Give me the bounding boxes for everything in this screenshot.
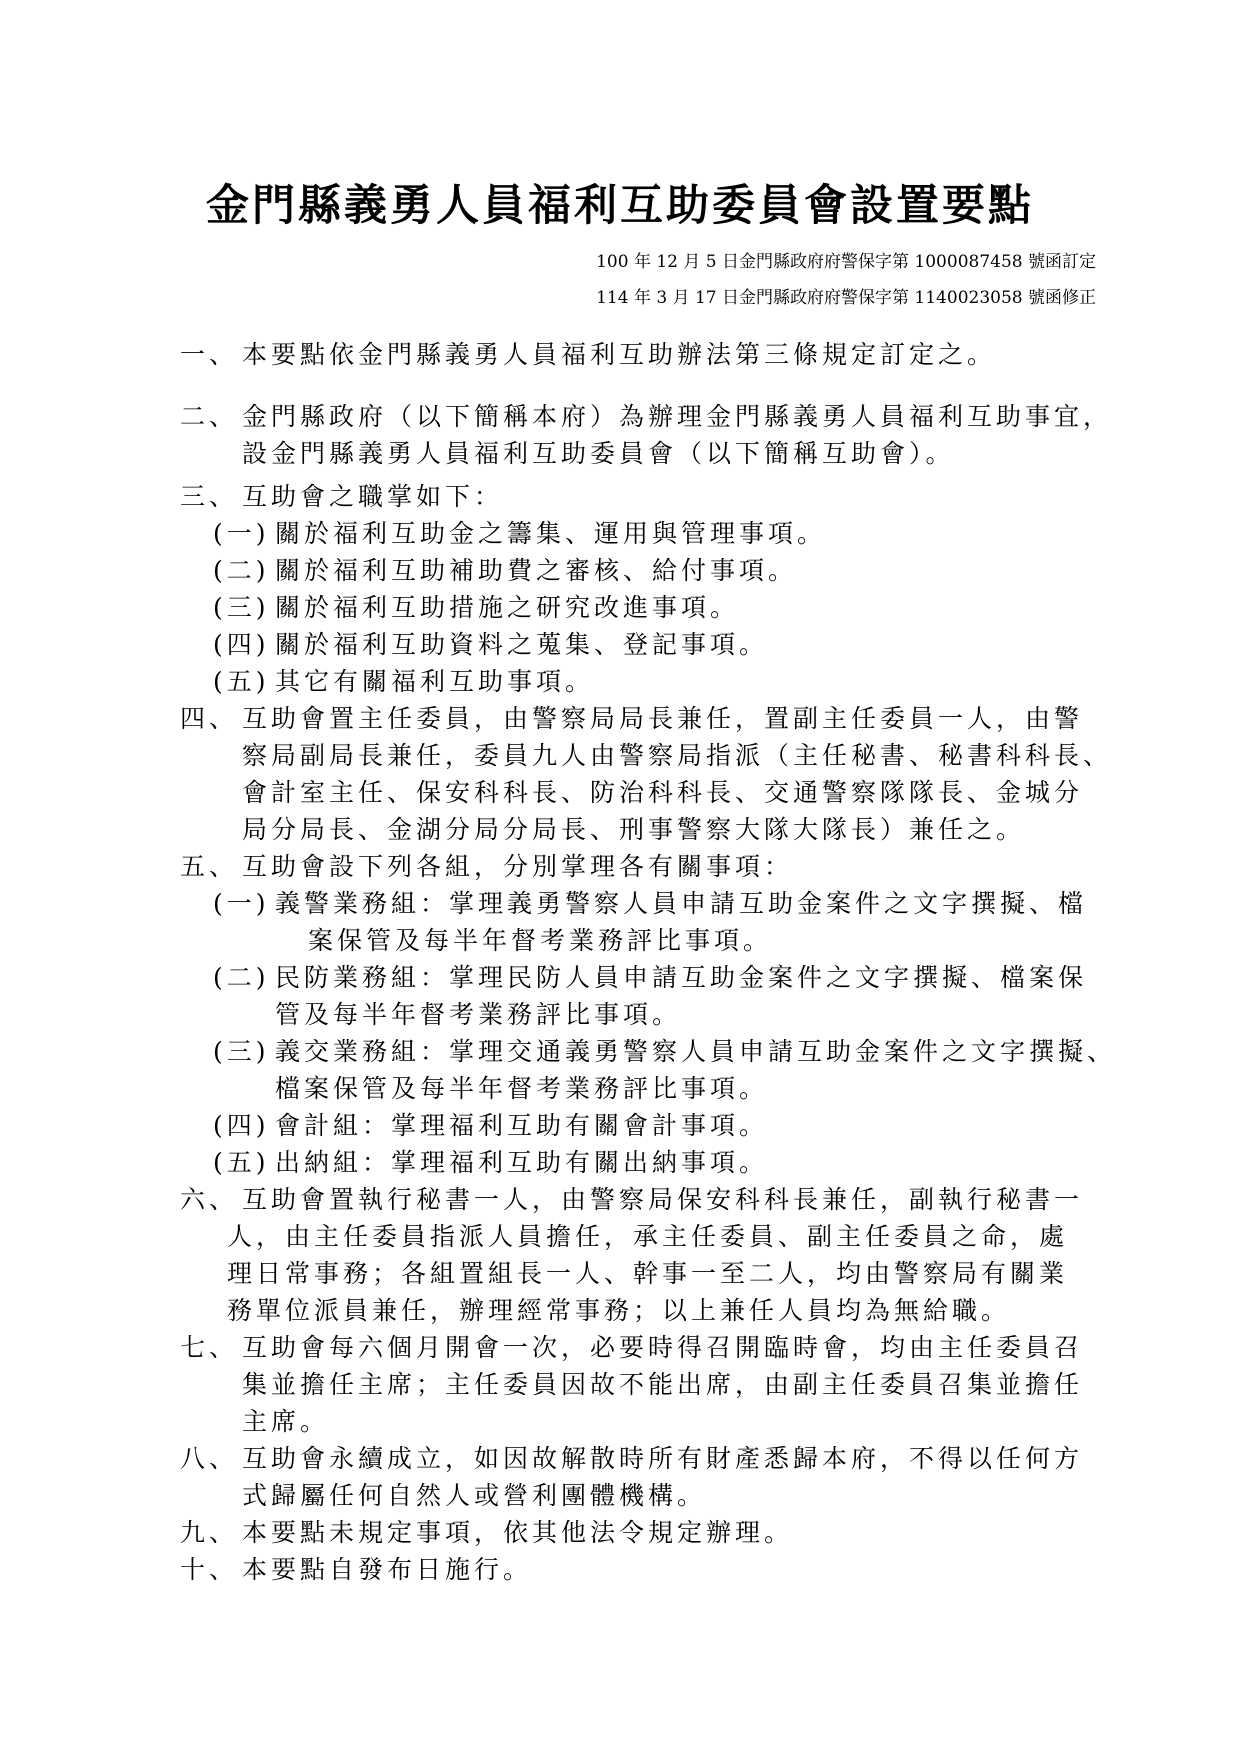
item-text: 民防業務組：掌理民防人員申請互助金案件之文字撰擬、檔案保 <box>275 963 1088 992</box>
article-text: 互助會之職掌如下： <box>242 482 504 511</box>
item-number: (二) <box>213 963 270 992</box>
article-number: 十、 <box>180 1555 239 1584</box>
article-text: 局分局長、金湖分局分局長、刑事警察大隊大隊長）兼任之。 <box>242 815 1026 844</box>
article-1 <box>180 336 1125 373</box>
item-text: 關於福利互助資料之蒐集、登記事項。 <box>275 630 769 659</box>
article-text: 互助會每六個月開會一次，必要時得召開臨時會，均由主任委員召 <box>242 1333 1084 1362</box>
item-text: 檔案保管及每半年督考業務評比事項。 <box>275 1074 769 1103</box>
article-text: 本要點未規定事項，依其他法令規定辦理。 <box>242 1518 794 1547</box>
article-5-item-1 <box>180 885 1125 959</box>
article-10 <box>180 1551 1125 1588</box>
article-5-item-5 <box>180 1144 1125 1181</box>
article-2 <box>180 398 1125 472</box>
article-text: 察局副局長兼任，委員九人由警察局指派（主任秘書、秘書科科長、 <box>242 741 1113 770</box>
article-3-item-1 <box>180 515 1125 552</box>
item-number: (四) <box>213 1111 270 1140</box>
article-5-item-2 <box>180 959 1125 1033</box>
article-text: 式歸屬任何自然人或營利團體機構。 <box>242 1481 707 1510</box>
article-text: 理日常事務；各組置組長一人、幹事一至二人，均由警察局有關業 <box>227 1259 1069 1288</box>
article-5-item-3 <box>180 1033 1125 1107</box>
item-number: (一) <box>213 889 270 918</box>
article-7 <box>180 1329 1125 1440</box>
article-5-item-4 <box>180 1107 1125 1144</box>
article-text: 本要點自發布日施行。 <box>242 1555 533 1584</box>
item-text: 關於福利互助金之籌集、運用與管理事項。 <box>275 519 827 548</box>
article-text: 互助會置執行秘書一人，由警察局保安科科長兼任，副執行秘書一 <box>242 1185 1084 1214</box>
article-number: 六、 <box>180 1185 239 1214</box>
document-title: 金門縣義勇人員福利互助委員會設置要點 <box>206 181 1034 231</box>
item-number: (三) <box>213 593 270 622</box>
article-text: 人，由主任委員指派人員擔任，承主任委員、副主任委員之命，處 <box>227 1222 1069 1251</box>
articles-list <box>180 336 1125 1588</box>
article-text: 會計室主任、保安科科長、防治科科長、交通警察隊隊長、金城分 <box>242 778 1084 807</box>
article-text: 本要點依金門縣義勇人員福利互助辦法第三條規定訂定之。 <box>242 340 997 369</box>
article-text: 集並擔任主席；主任委員因故不能出席，由副主任委員召集並擔任 <box>242 1370 1084 1399</box>
article-text: 務單位派員兼任，辦理經常事務；以上兼任人員均為無給職。 <box>227 1296 1011 1325</box>
history-line: 114 年 3 月 17 日金門縣政府府警保字第 1140023058 號函修正 <box>596 288 1096 308</box>
item-number: (一) <box>213 519 270 548</box>
article-number: 一、 <box>180 340 239 369</box>
article-6 <box>180 1181 1125 1329</box>
item-number: (五) <box>213 667 270 696</box>
article-text: 設金門縣義勇人員福利互助委員會（以下簡稱互助會）。 <box>242 439 955 468</box>
item-text: 出納組：掌理福利互助有關出納事項。 <box>275 1148 769 1177</box>
article-number: 七、 <box>180 1333 239 1362</box>
item-number: (五) <box>213 1148 270 1177</box>
article-9 <box>180 1514 1125 1551</box>
article-3 <box>180 478 1125 515</box>
article-number: 八、 <box>180 1444 239 1473</box>
article-number: 二、 <box>180 402 239 431</box>
history-line: 100 年 12 月 5 日金門縣政府府警保字第 1000087458 號函訂定 <box>596 252 1096 272</box>
article-number: 三、 <box>180 482 239 511</box>
article-number: 四、 <box>180 704 239 733</box>
amendment-history <box>596 244 1096 316</box>
article-text: 金門縣政府（以下簡稱本府）為辦理金門縣義勇人員福利互助事宜， <box>242 402 1113 431</box>
item-text: 義警業務組：掌理義勇警察人員申請互助金案件之文字撰擬、檔 <box>275 889 1088 918</box>
item-number: (四) <box>213 630 270 659</box>
item-text: 義交業務組：掌理交通義勇警察人員申請互助金案件之文字撰擬、 <box>275 1037 1117 1066</box>
item-text: 關於福利互助措施之研究改進事項。 <box>275 593 740 622</box>
article-text: 互助會永續成立，如因故解散時所有財產悉歸本府，不得以任何方 <box>242 1444 1084 1473</box>
article-text: 互助會設下列各組，分別掌理各有關事項： <box>242 852 794 881</box>
article-text: 主席。 <box>242 1407 330 1436</box>
item-text: 其它有關福利互助事項。 <box>275 667 595 696</box>
item-text: 案保管及每半年督考業務評比事項。 <box>308 926 773 955</box>
article-text: 互助會置主任委員，由警察局局長兼任，置副主任委員一人，由警 <box>242 704 1084 733</box>
article-8 <box>180 1440 1125 1514</box>
article-5 <box>180 848 1125 885</box>
article-3-item-4 <box>180 626 1125 663</box>
item-number: (二) <box>213 556 270 585</box>
article-3-item-3 <box>180 589 1125 626</box>
item-text: 管及每半年督考業務評比事項。 <box>275 1000 682 1029</box>
article-4 <box>180 700 1125 848</box>
item-text: 關於福利互助補助費之審核、給付事項。 <box>275 556 798 585</box>
article-3-item-5 <box>180 663 1125 700</box>
item-number: (三) <box>213 1037 270 1066</box>
item-text: 會計組：掌理福利互助有關會計事項。 <box>275 1111 769 1140</box>
article-number: 九、 <box>180 1518 239 1547</box>
article-number: 五、 <box>180 852 239 881</box>
article-3-item-2 <box>180 552 1125 589</box>
